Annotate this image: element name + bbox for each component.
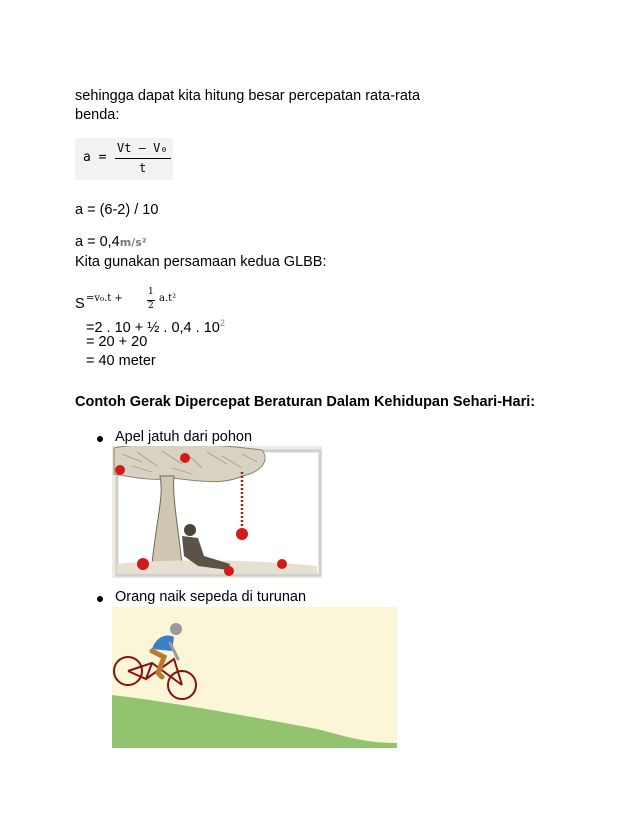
bullet-dot-2 [97,596,103,602]
fraction-bar [115,158,171,159]
step-2: = 20 + 20 [86,334,148,350]
formula-numerator: Vt – V₀ [117,141,168,155]
rider-head [170,623,182,635]
acceleration-formula [75,138,173,180]
calc-line-1: a = (6-2) / 10 [75,202,159,218]
apple-in-tree-2 [115,465,125,475]
formula-s-expr1: =v₀.t + [86,293,123,304]
formula-s-label: S [75,296,85,312]
bullet-label-2: Orang naik sepeda di turunan [115,589,307,605]
apple-tree-illustration [112,446,322,578]
paragraph-line-1: sehingga dapat kita hitung besar percepatan rata-rata [75,88,421,104]
formula-s-half-num: 1 [148,287,154,297]
apple-on-ground-3 [277,559,287,569]
formula-s-half-den: 2 [148,301,154,311]
calc-line-2-unit: m/s² [119,236,147,249]
paragraph-line-2: benda: [75,107,120,123]
displacement-formula [86,288,188,314]
bullet-dot-1 [97,436,103,442]
apple-in-tree-1 [180,453,190,463]
paragraph-2: Kita gunakan persamaan kedua GLBB: [75,254,327,270]
section-heading: Contoh Gerak Dipercepat Beraturan Dalam Kehidupan Sehari-Hari: [75,394,536,410]
formula-denominator: t [139,161,147,175]
calc-line-2 [75,233,147,252]
step-3: = 40 meter [86,353,156,369]
step-1-sup: 2 [219,318,225,328]
step-1-text: =2 . 10 + ½ . 0,4 . 10 [86,319,220,336]
apple-on-ground-2 [224,566,234,576]
formula-s-expr2: a.t² [159,293,177,304]
person-head [184,524,196,536]
calc-line-2-text: a = 0,4 [75,234,120,250]
formula-lhs: a = [83,150,107,165]
apple-on-ground-1 [137,558,149,570]
bicycle-downhill-illustration [112,607,397,748]
falling-apple [236,528,248,540]
bullet-label-1: Apel jatuh dari pohon [115,429,253,445]
